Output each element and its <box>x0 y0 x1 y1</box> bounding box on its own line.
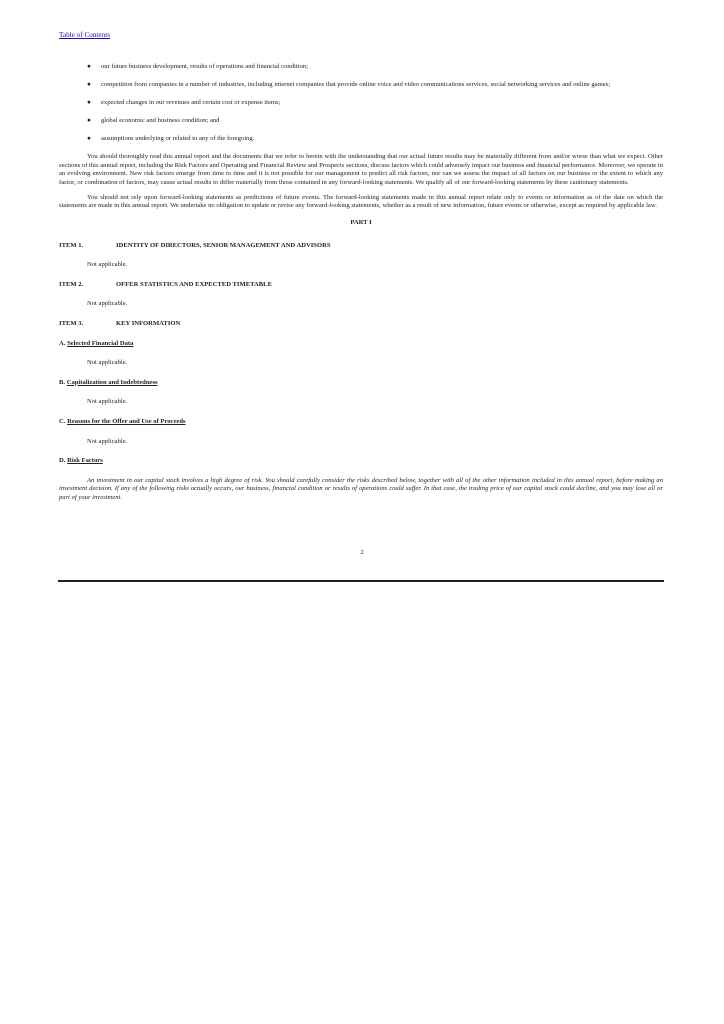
page-number: 2 <box>360 549 364 556</box>
subsection-a-heading <box>59 340 663 349</box>
bullet-icon: ● <box>87 63 91 70</box>
bullet-text: expected changes in our revenues and certain cost or expense items; <box>101 98 281 106</box>
item-number: ITEM 2. <box>59 280 84 288</box>
list-item <box>59 135 663 144</box>
bullet-text: global economic and business condition; and <box>101 116 220 124</box>
item-title: KEY INFORMATION <box>116 320 181 328</box>
subsection-a-body: Not applicable. <box>87 359 128 367</box>
item-number: ITEM 1. <box>59 241 84 249</box>
bullet-icon: ● <box>87 98 91 106</box>
risk-factors-intro: An investment in our capital stock involves a high degree of risk. You should carefully consider the risks described below, together with all of the other information included in this annual report, before making an investment decision. If any of the following risks actually occurs, our business, financial condition or results of operations could suffer. In that case, the trading price of our capital stock could decline, and you may lose all or part of your investment. <box>59 476 663 501</box>
table-of-contents-link[interactable]: Table of Contents <box>59 31 110 39</box>
subsection-d-heading <box>59 457 663 466</box>
list-item <box>59 63 663 72</box>
subsection-title: Reasons for the Offer and Use of Proceeds <box>67 418 186 426</box>
subsection-title: Risk Factors <box>67 457 103 465</box>
bullet-text: assumptions underlying or related to any of the foregoing. <box>101 134 255 142</box>
page-content <box>59 63 663 503</box>
page-divider <box>58 580 664 582</box>
bullet-icon: ● <box>87 80 91 88</box>
subsection-title: Capitalization and Indebtedness <box>66 378 158 386</box>
bullet-icon: ● <box>87 134 91 142</box>
list-item <box>59 99 663 108</box>
subsection-c-heading <box>59 418 663 427</box>
subsection-letter: A. <box>59 339 66 347</box>
cautionary-paragraph: You should thoroughly read this annual report and the documents that we refer to herein with the understanding that our actual future results may be materially different from and/or worse than what we expect. Other sections of this annual report, including the Risk Factors and Operating and Financial Review and Prospects sections, discuss factors which could adversely impact our business and financial performance. Moreover, we operate in an evolving environment. New risk factors emerge from time to time and it is not possible for our management to predict all risk factors, nor can we assess the impact of all factors on our business or the extent to which any factor, or combination of factors, may cause actual results to differ materially from those contained in any forward-looking statements. We qualify all of our forward-looking statements by these cautionary statements. <box>59 152 663 186</box>
list-item <box>59 81 663 90</box>
subsection-c-body: Not applicable. <box>87 437 128 445</box>
item-number: ITEM 3. <box>59 320 84 328</box>
subsection-b-heading <box>59 379 663 388</box>
reliance-paragraph: You should not rely upon forward-looking statements as predictions of future events. The forward-looking statements made in this annual report relate only to events or information as of the date on which the statements are made in this annual report. We undertake no obligation to update or revise any forward-looking statements, whether as a result of new information, future events or otherwise, except as required by applicable law. <box>59 193 663 210</box>
item-title: OFFER STATISTICS AND EXPECTED TIMETABLE <box>116 280 272 288</box>
subsection-b-body: Not applicable. <box>87 398 128 406</box>
bullet-text: our future business development, results of operations and financial condition; <box>101 63 308 70</box>
subsection-letter: C. <box>59 418 66 426</box>
bullet-icon: ● <box>87 116 91 124</box>
bullet-text: competition from companies in a number of industries, including internet companies that provide online voice and video communications services, social networking services and online games; <box>101 80 611 88</box>
subsection-title: Selected Financial Data <box>67 339 134 347</box>
part-title: PART I <box>350 219 372 227</box>
subsection-letter: B. <box>59 378 66 386</box>
list-item <box>59 117 663 126</box>
subsection-letter: D. <box>59 457 66 465</box>
item-title: IDENTITY OF DIRECTORS, SENIOR MANAGEMENT AND ADVISORS <box>116 241 331 249</box>
item-1-heading <box>59 242 663 251</box>
item-2-heading <box>59 281 663 290</box>
item-1-body: Not applicable. <box>87 261 128 269</box>
item-3-heading <box>59 320 663 329</box>
item-2-body: Not applicable. <box>87 300 128 308</box>
forward-looking-bullet-list <box>59 63 663 144</box>
